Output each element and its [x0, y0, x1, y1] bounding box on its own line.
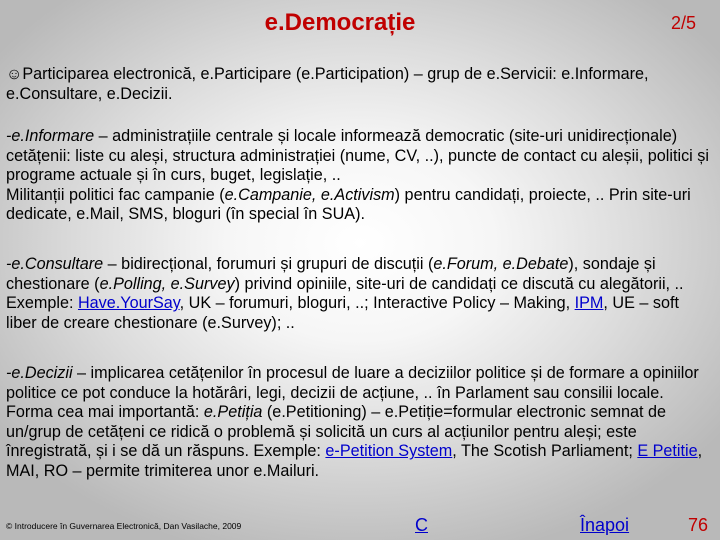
nav-c-link[interactable]: C [415, 515, 428, 535]
e-informare-text-c: ) pentru candidați, proiecte, .. Prin site-uri dedicate, e.Mail, SMS, bloguri (în special în SUA). [6, 185, 691, 224]
back-link[interactable]: Înapoi [580, 515, 630, 535]
e-informare-text-a: – administrațiile centrale și locale informează democratic (site-uri unidirecționale) cetățenii: liste cu aleși, structura administrației (nume, CV, ..), puncte de contact cu aleșii, politici și programe actuale și în curs, buget, legislație, .. [6, 127, 709, 185]
slide-title: e.Democrație [264, 9, 416, 36]
intro-text: Participarea electronică, e.Participare (e.Participation) – grup de e.Servicii: e.Informare, e.Consultare, e.Decizii. [6, 65, 649, 103]
slide-number: 76 [687, 515, 708, 535]
e-consultare-text-e: , UE – soft liber de creare chestionare (e.Survey); .. [6, 294, 679, 332]
e-decizii-text-e: , MAI, RO – permite trimiterea unor e.Mailuri. [6, 442, 703, 480]
e-decizii-term: -e.Decizii [6, 364, 73, 382]
e-informare-text-b: Militanții politici fac campanie ( [6, 185, 225, 204]
e-petitie-link[interactable]: E Petitie [637, 442, 698, 461]
e-petitia-term: e.Petiția [203, 403, 263, 422]
e-informare-paragraph [6, 127, 714, 225]
e-consultare-italic-2: e.Polling, e.Survey [99, 274, 235, 293]
e-decizii-paragraph [6, 364, 714, 482]
ipm-link[interactable]: IPM [574, 294, 604, 313]
smiley-icon: ☺ [6, 66, 23, 83]
intro-paragraph [6, 65, 714, 104]
e-consultare-term: -e.Consultare [6, 255, 104, 273]
e-consultare-text-a: – bidirecțional, forumuri și grupuri de discuții ( [103, 255, 434, 273]
e-decizii-text-b: Forma cea mai importantă: [6, 403, 204, 422]
e-consultare-italic-1: e.Forum, e.Debate [433, 255, 569, 273]
e-decizii-text-a: – implicarea cetățenilor în procesul de luare a deciziilor politice și de formare a opiniilor politice ce pot conduce la hotărâri, legi, decizii de acțiune, .. în Parlament sau consilii locale. [6, 364, 699, 402]
e-informare-italic-1: e.Campanie, e.Activism [224, 185, 395, 204]
e-consultare-paragraph [6, 255, 714, 333]
e-informare-term: -e.Informare [6, 127, 95, 145]
page-counter: 2/5 [670, 13, 696, 33]
have-your-say-link[interactable]: Have.YourSay [77, 294, 180, 313]
e-petition-system-link[interactable]: e-Petition System [325, 442, 453, 461]
e-decizii-text-c: (e.Petitioning) – e.Petiție=formular electronic semnat de un/grup de cetățeni ce ridică o problemă și solicită un curs al acțiunilor pentru aleși; este înregistrată, și i se dă un răspuns. Exemple: [6, 403, 666, 461]
e-decizii-text-d: , The Scotish Parliament; [452, 442, 638, 461]
e-consultare-text-b: ), sondaje și chestionare ( [6, 255, 656, 293]
footer-credit: © Introducere în Guvernarea Electronică, Dan Vasilache, 2009 [6, 521, 242, 531]
e-consultare-text-c: ) privind opiniile, site-uri de candidați ce discută cu alegătorii, .. Exemple: [6, 274, 684, 313]
e-consultare-text-d: , UK – forumuri, bloguri, ..; Interactive Policy – Making, [179, 294, 575, 313]
